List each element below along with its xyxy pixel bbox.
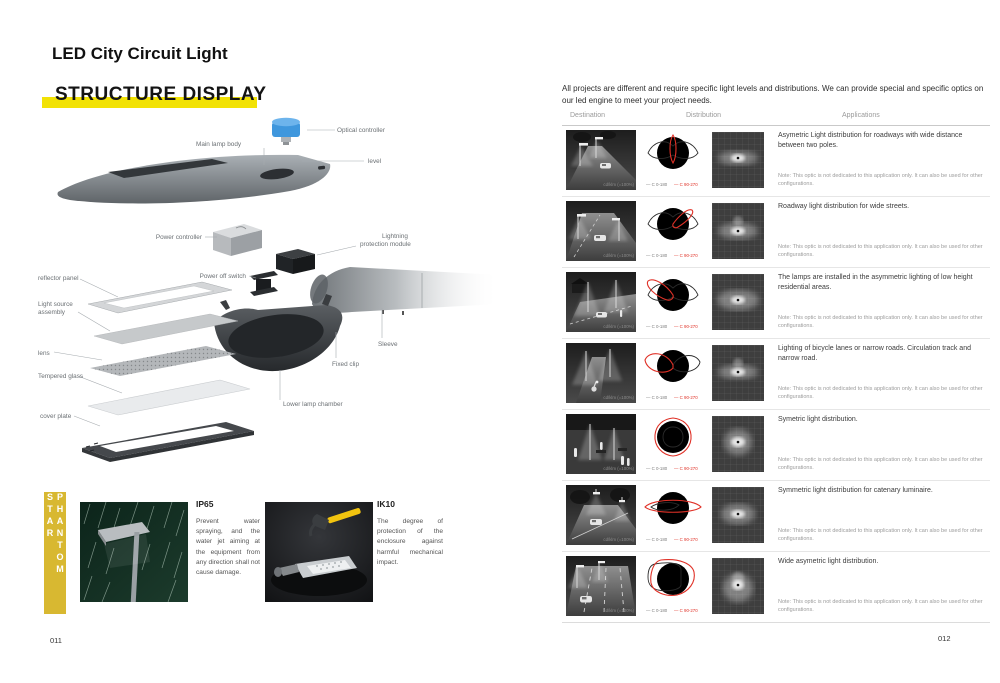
legend-c90-270: — C 90-270 xyxy=(674,395,698,400)
page-number-left: 011 xyxy=(50,636,62,645)
photometric-code: cd/klm (=100%) xyxy=(603,253,634,258)
destination-image xyxy=(566,272,636,332)
table-row xyxy=(562,339,990,410)
distribution-heatmap xyxy=(712,202,764,260)
destination-image xyxy=(566,201,636,261)
ip65-image xyxy=(80,502,188,602)
ip65-title: IP65 xyxy=(196,499,214,509)
page-number-right: 012 xyxy=(938,634,951,643)
application-note: Note: This optic is not dedicated to this application only. It can also be used for other configurations. xyxy=(778,599,983,613)
ik10-text: The degree of protection of the enclosure against harmful mechanical impact. xyxy=(377,518,443,566)
brand-vertical-banner: PHANTOM STAR xyxy=(44,492,66,614)
table-row xyxy=(562,481,990,552)
label-optical-controller: Optical controller xyxy=(337,127,385,134)
legend-c0-180: — C 0-180 xyxy=(646,324,668,329)
distribution-polar-chart xyxy=(640,201,706,251)
application-note: Note: This optic is not dedicated to this application only. It can also be used for other configurations. xyxy=(778,315,983,329)
distribution-heatmap xyxy=(712,557,764,615)
col-distribution: Distribution xyxy=(686,112,722,119)
application-note: Note: This optic is not dedicated to this application only. It can also be used for other configurations. xyxy=(778,528,983,542)
legend-c0-180: — C 0-180 xyxy=(646,182,668,187)
legend-c0-180: — C 0-180 xyxy=(646,537,668,542)
distribution-heatmap xyxy=(712,344,764,402)
table-row xyxy=(562,126,990,197)
distribution-heatmap xyxy=(712,131,764,189)
legend-c0-180: — C 0-180 xyxy=(646,608,668,613)
lightning-protection-module-part xyxy=(276,249,315,274)
reflector-panel-part xyxy=(88,282,232,313)
legend-c90-270: — C 90-270 xyxy=(674,324,698,329)
table-row xyxy=(562,197,990,268)
legend-c90-270: — C 90-270 xyxy=(674,466,698,471)
label-level: level xyxy=(368,158,382,165)
power-off-switch-part xyxy=(250,271,278,296)
label-reflector-panel: reflector panel xyxy=(38,275,79,282)
ik10-image xyxy=(265,502,373,602)
label-power-controller: Power controller xyxy=(155,234,202,241)
label-light-source-1: Light source xyxy=(38,301,73,308)
label-cover-plate: cover plate xyxy=(40,413,72,420)
label-sleeve: Sleeve xyxy=(378,341,398,348)
col-applications: Applications xyxy=(842,112,880,119)
application-note: Note: This optic is not dedicated to this application only. It can also be used for other configurations. xyxy=(778,386,983,400)
application-text: Lighting of bicycle lanes or narrow roads. Circulation track and narrow road. xyxy=(778,345,971,362)
application-text: Asymetric Light distribution for roadways with wide distance between two poles. xyxy=(778,132,963,149)
tempered-glass-part xyxy=(88,380,250,415)
section-title: STRUCTURE DISPLAY xyxy=(55,84,267,105)
table-row xyxy=(562,268,990,339)
photometric-code: cd/klm (=100%) xyxy=(603,537,634,542)
intro-paragraph: All projects are different and require specific light levels and distributions. We can provide special and specific optics on our led engine to meet your project needs. xyxy=(562,84,984,105)
main-lamp-body-part xyxy=(58,155,331,204)
distribution-heatmap xyxy=(712,486,764,544)
sleeve-part xyxy=(307,267,500,315)
ip65-text: Prevent water spraying, and the water jet aiming at the equipment from any direction shall not cause damage. xyxy=(196,518,260,577)
section-structure-display xyxy=(42,84,267,106)
label-lightning-2: protection module xyxy=(360,241,411,248)
power-controller-part xyxy=(213,224,262,256)
application-text: Symetric light distribution. xyxy=(778,416,858,423)
distribution-heatmap xyxy=(712,415,764,473)
destination-image xyxy=(566,130,636,190)
legend-c0-180: — C 0-180 xyxy=(646,395,668,400)
distribution-polar-chart xyxy=(640,272,706,322)
table-row xyxy=(562,552,990,623)
destination-image xyxy=(566,414,636,474)
exploded-structure-diagram xyxy=(30,108,500,463)
photometric-code: cd/klm (=100%) xyxy=(603,182,634,187)
ik10-title: IK10 xyxy=(377,499,395,509)
label-lightning-1: Lightning xyxy=(382,233,408,240)
photometric-code: cd/klm (=100%) xyxy=(603,466,634,471)
application-note: Note: This optic is not dedicated to this application only. It can also be used for other configurations. xyxy=(778,173,983,187)
photometric-code: cd/klm (=100%) xyxy=(603,608,634,613)
application-text: Symmetric light distribution for catenary luminaire. xyxy=(778,487,933,494)
application-note: Note: This optic is not dedicated to this application only. It can also be used for other configurations. xyxy=(778,244,983,258)
label-power-off-switch: Power off switch xyxy=(199,273,246,280)
col-destination: Destination xyxy=(570,112,606,119)
table-header xyxy=(562,110,990,126)
legend-c90-270: — C 90-270 xyxy=(674,182,698,187)
lower-lamp-chamber-part xyxy=(214,294,342,371)
distribution-heatmap xyxy=(712,273,764,331)
table-row xyxy=(562,410,990,481)
distribution-polar-chart xyxy=(640,343,706,393)
page-title: LED City Circuit Light xyxy=(52,44,228,63)
distribution-polar-chart xyxy=(640,130,706,180)
application-text: Wide asymetric light distribution. xyxy=(778,558,879,565)
legend-c90-270: — C 90-270 xyxy=(674,608,698,613)
legend-c90-270: — C 90-270 xyxy=(674,537,698,542)
label-light-source-2: assembly xyxy=(38,309,65,316)
distribution-polar-chart xyxy=(640,414,706,464)
label-main-lamp-body: Main lamp body xyxy=(196,141,242,148)
label-lower-lamp-chamber: Lower lamp chamber xyxy=(283,401,343,408)
applications-table xyxy=(562,110,990,623)
application-text: Roadway light distribution for wide streets. xyxy=(778,203,910,210)
cover-plate-part xyxy=(82,422,254,462)
distribution-polar-chart xyxy=(640,556,706,606)
photometric-code: cd/klm (=100%) xyxy=(603,324,634,329)
destination-image xyxy=(566,556,636,616)
label-lens: lens xyxy=(38,350,50,357)
label-fixed-clip: Fixed clip xyxy=(332,361,359,368)
legend-c90-270: — C 90-270 xyxy=(674,253,698,258)
optical-controller-part xyxy=(272,118,300,145)
destination-image xyxy=(566,485,636,545)
legend-c0-180: — C 0-180 xyxy=(646,466,668,471)
label-tempered-glass: Tempered glass xyxy=(38,373,84,380)
destination-image xyxy=(566,343,636,403)
lens-part xyxy=(90,346,236,376)
distribution-polar-chart xyxy=(640,485,706,535)
application-text: The lamps are installed in the asymmetric lighting of low height residential areas. xyxy=(778,274,973,291)
application-note: Note: This optic is not dedicated to this application only. It can also be used for other configurations. xyxy=(778,457,983,471)
photometric-code: cd/klm (=100%) xyxy=(603,395,634,400)
legend-c0-180: — C 0-180 xyxy=(646,253,668,258)
